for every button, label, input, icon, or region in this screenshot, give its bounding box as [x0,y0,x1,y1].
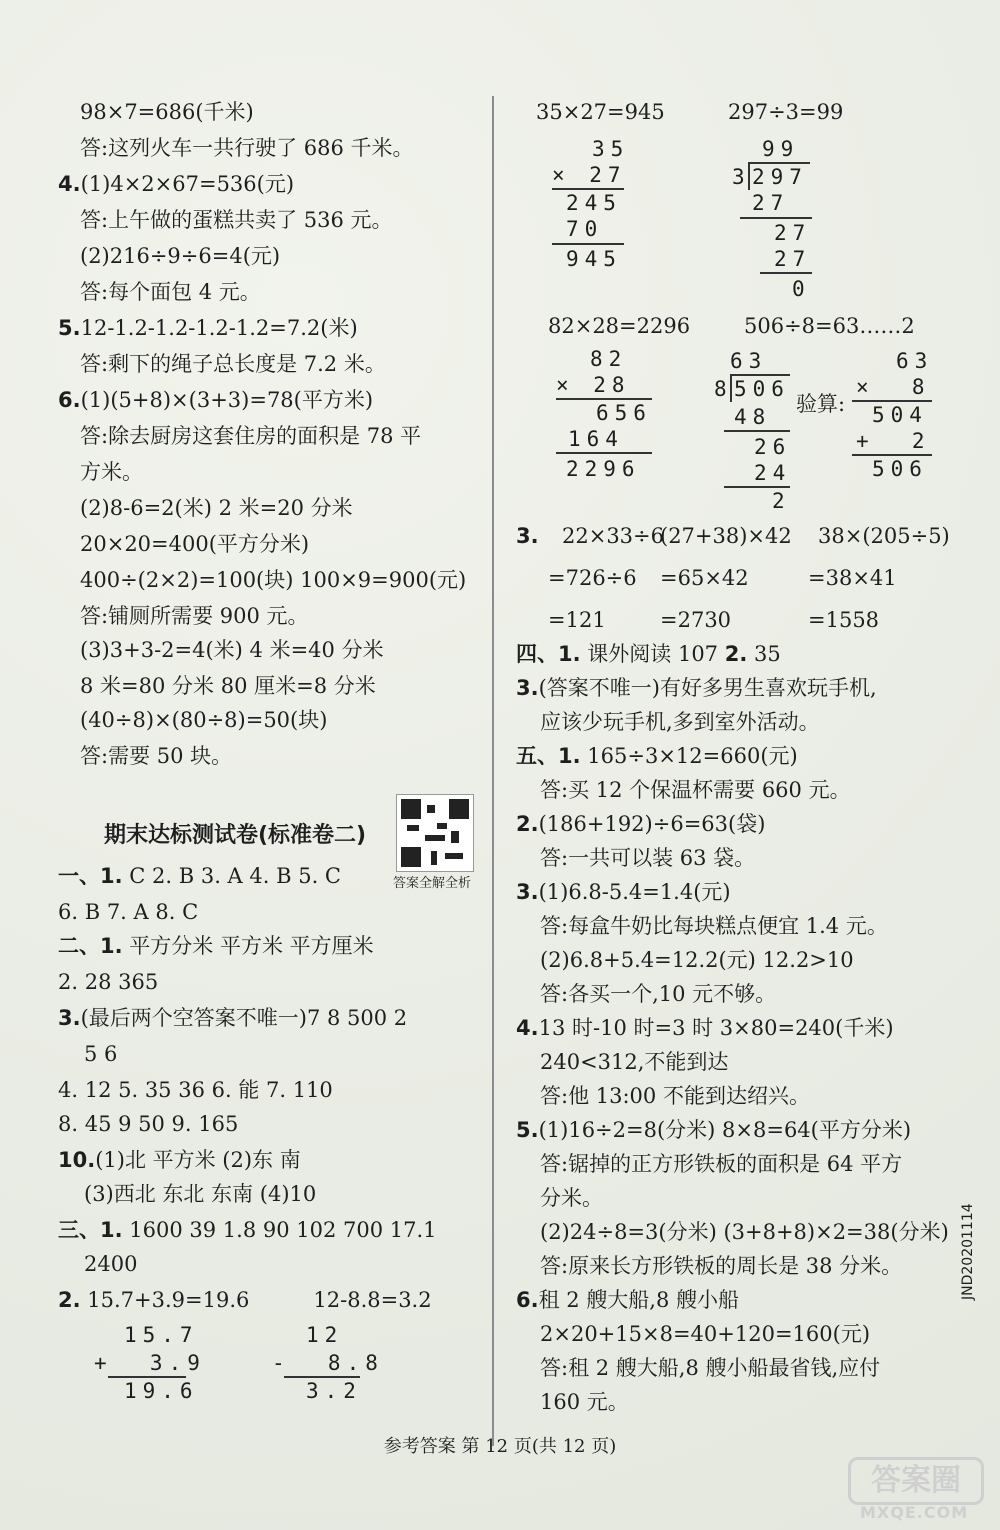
text-line: 2×20+15×8=40+120=160(元) [540,1322,871,1346]
vertical-calc-line: 82 [590,347,628,371]
text-line: 答:每个面包 4 元。 [80,280,261,304]
vertical-calc-line: 506 [872,457,928,481]
text-line: 6. B 7. A 8. C [58,900,199,924]
text-line: 22×33÷6 [562,524,664,548]
text-line: (27+38)×42 [660,524,792,548]
text-line: =2730 [660,608,732,632]
vertical-calc-line: 245 [566,191,622,215]
text: 15.7+3.9=19.6 [87,1288,250,1312]
question-number: 5. [516,1118,539,1142]
text: 课外阅读 107 [587,642,725,666]
question-number [516,522,539,550]
answer-row [58,862,341,890]
vertical-calc-line: 8 [714,377,733,401]
question-number: 4. [516,1016,539,1040]
text-line: 答:除去厨房这套住房的面积是 78 平 [80,424,422,448]
text-line: =726÷6 [548,566,637,590]
vertical-calc-line: 35 [592,137,630,161]
question-item [58,314,358,342]
calc-rule [760,272,812,274]
answer-row [516,1286,739,1314]
text-line: =1558 [808,608,880,632]
section-title: 期末达标测试卷(标准卷二) [104,823,367,848]
text-line: 答:需要 50 块。 [80,744,233,768]
vertical-calc-line: 656 [596,401,652,425]
vertical-calc-line: 26 [754,435,792,459]
answer-row [516,810,765,838]
vertical-calc-line: 15.7 [124,1323,199,1347]
question-number: 2. [516,812,539,836]
question-number: 6. [516,1288,539,1312]
answer-row [516,1014,894,1042]
text-line: =121 [548,608,606,632]
text: C 2. B 3. A 4. B 5. C [129,864,341,888]
vertical-calc-line: 3 [732,165,751,189]
question-number: 2. [58,1288,81,1312]
text: 165÷3×12=660(元) [587,744,798,768]
answer-row [58,1216,437,1244]
answer-row [516,878,731,906]
text-line: 35×27=945 [536,100,665,124]
vertical-calc-line: 63 [896,349,934,373]
section-number: 二、1. [58,934,123,958]
text: (答案不唯一)有好多男生喜欢玩手机, [538,676,877,700]
text-line: 分米。 [540,1186,603,1210]
text-line: 应该少玩手机,多到室外活动。 [540,710,820,734]
side-code: JND20201114 [960,1203,976,1300]
text-line: (3)3+3-2=4(米) 4 米=40 分米 [80,638,384,662]
answer-row [516,1116,911,1144]
text-line: (3)西北 东北 东南 (4)10 [84,1182,317,1206]
calc-rule [552,243,624,245]
vertical-calc-line: 19.6 [124,1379,199,1403]
text-line: 答:各买一个,10 元不够。 [540,982,777,1006]
question-number: 6. [58,388,81,412]
text-line: 2. 28 365 [58,970,159,994]
text-line: 506÷8=63……2 [744,314,915,338]
text: 租 2 艘大船,8 艘小船 [538,1288,740,1312]
text-line: (2)24÷8=3(分米) (3+8+8)×2=38(分米) [540,1220,949,1244]
answer-row [516,742,798,770]
vertical-calc-line: × 27 [552,163,627,187]
text-line: 82×28=2296 [548,314,691,338]
text: 13 时-10 时=3 时 3×80=240(千米) [538,1016,894,1040]
calc-rule [740,217,812,219]
text-line: 答:锯掉的正方形铁板的面积是 64 平方 [540,1152,903,1176]
text-line: 240<312,不能到达 [540,1050,729,1074]
text: (最后两个空答案不唯一)7 8 500 2 [80,1006,408,1030]
vertical-calc-line: × 28 [556,373,631,397]
calc-rule [724,430,790,432]
vertical-calc-line: 12 [306,1323,344,1347]
text-line: 答:一共可以装 63 袋。 [540,846,756,870]
vertical-calc-line: 945 [566,247,622,271]
calc-rule [556,452,652,454]
text-line: 答:买 12 个保温杯需要 660 元。 [540,778,851,802]
vertical-calc-line: 504 [872,403,928,427]
answer-row [516,640,781,668]
vertical-calc-line: 2296 [566,457,641,481]
text-line: (2)8-6=2(米) 2 米=20 分米 [80,496,353,520]
text-line: 答:原来长方形铁板的周长是 38 分米。 [540,1254,903,1278]
text: (186+192)÷6=63(袋) [538,812,766,836]
vertical-calc-line: + 2 [856,429,931,453]
watermark-logo [840,1455,990,1525]
answer-row [58,1286,432,1314]
text: (1)北 平方米 (2)东 南 [95,1148,301,1172]
vertical-calc-line: - 8.8 [272,1351,384,1375]
text-line: 答:他 13:00 不能到达绍兴。 [540,1084,810,1108]
vertical-calc-line: 297 [752,165,808,189]
text: (1)16÷2=8(分米) 8×8=64(平方分米) [538,1118,912,1142]
text: 12-8.8=3.2 [313,1288,432,1312]
text-line: 答:铺厕所需要 900 元。 [80,604,309,628]
vertical-calc-line: 63 [730,349,768,373]
text-line: 答:租 2 艘大船,8 艘小船最省钱,应付 [540,1356,881,1380]
answer-row [58,1004,407,1032]
text-line: 答:每盒牛奶比每块糕点便宜 1.4 元。 [540,914,888,938]
vertical-calc-line: 27 [752,191,790,215]
question-number: 3. [516,880,539,904]
text-line: 8. 45 9 50 9. 165 [58,1112,239,1136]
text: (1)6.8-5.4=1.4(元) [538,880,731,904]
question-number: 3. [516,524,539,548]
text-line: 答:这列火车一共行驶了 686 千米。 [80,136,414,160]
watermark-url: MXQE.COM [860,1503,969,1522]
vertical-calc-line: 164 [568,427,624,451]
text-line: (40÷8)×(80÷8)=50(块) [80,708,328,732]
vertical-calc-line: 99 [762,137,800,161]
text-line: 98×7=686(千米) [80,100,254,124]
answer-row [58,932,374,960]
text: 35 [747,642,781,666]
question-number: 3. [58,1006,81,1030]
vertical-calc-line: 506 [734,377,790,401]
question-number: 5. [58,316,81,340]
text: 12-1.2-1.2-1.2-1.2=7.2(米) [80,316,358,340]
vertical-calc-line: 27 [774,247,812,271]
section-number: 一、1. [58,864,123,888]
watermark-badge: 答案圈 [848,1457,984,1505]
text-line: 38×(205÷5) [818,524,950,548]
question-item [58,170,294,198]
qr-code-icon[interactable] [396,794,474,872]
answer-row [516,674,877,702]
text-line: 297÷3=99 [728,100,844,124]
question-item [58,386,373,414]
column-divider [492,96,494,1446]
check-label: 验算: [796,392,846,416]
question-number: 4. [58,172,81,196]
vertical-calc-line: 2 [772,489,791,513]
vertical-calc-line: + 3.9 [94,1351,206,1375]
text-line: 160 元。 [540,1390,629,1414]
text-line: 400÷(2×2)=100(块) 100×9=900(元) [80,568,467,592]
text-line: 方米。 [80,460,143,484]
vertical-calc-line: 48 [734,405,772,429]
vertical-calc-line: 24 [754,461,792,485]
text-line: 答:剩下的绳子总长度是 7.2 米。 [80,352,386,376]
text-line: (2)216÷9÷6=4(元) [80,244,281,268]
text: 1600 39 1.8 90 102 700 17.1 [129,1218,437,1242]
vertical-calc-line: 0 [792,277,811,301]
section-number: 三、1. [58,1218,123,1242]
vertical-calc-line: 70 [566,217,604,241]
text-line: =38×41 [808,566,897,590]
section-number: 四、1. [516,642,581,666]
vertical-calc-line: 27 [774,221,812,245]
qr-label: 答案全解全析 [393,876,472,891]
question-number: 10. [58,1148,96,1172]
section-number: 五、1. [516,744,581,768]
text-line: 5 6 [84,1042,118,1066]
text-line: (2)6.8+5.4=12.2(元) 12.2>10 [540,948,854,972]
text-line: 2400 [84,1252,138,1276]
page-footer: 参考答案 第 12 页(共 12 页) [383,1436,617,1457]
text: (1)4×2×67=536(元) [80,172,295,196]
text-line: 8 米=80 分米 80 厘米=8 分米 [80,674,376,698]
text-line: 4. 12 5. 35 36 6. 能 7. 110 [58,1078,333,1102]
text-line: 答:上午做的蛋糕共卖了 536 元。 [80,208,393,232]
text-line: =65×42 [660,566,749,590]
question-number: 2. [724,642,748,666]
vertical-calc-line: × 8 [856,375,931,399]
question-number: 3. [516,676,539,700]
text: (1)(5+8)×(3+3)=78(平方米) [80,388,374,412]
vertical-calc-line: 3.2 [306,1379,362,1403]
answer-row [58,1146,301,1174]
text: 平方分米 平方米 平方厘米 [129,934,374,958]
text-line: 20×20=400(平方分米) [80,532,310,556]
